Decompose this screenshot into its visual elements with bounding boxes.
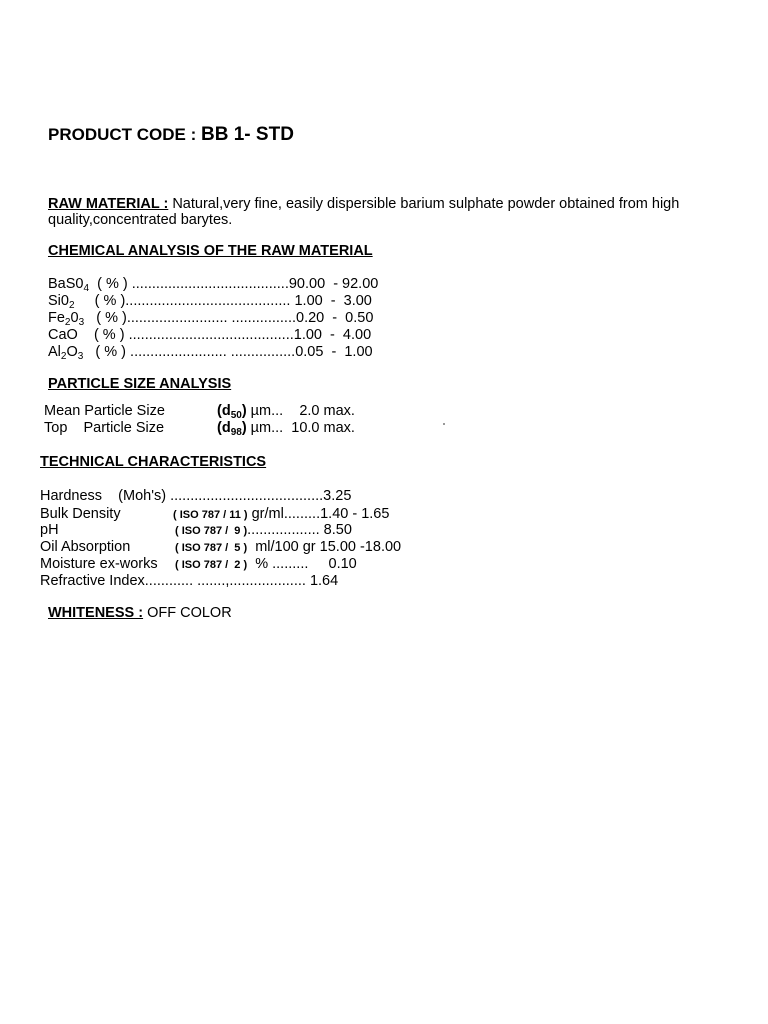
- product-code-value: BB 1- STD: [201, 124, 294, 145]
- chemical-row: [48, 327, 371, 343]
- formula-part: Fe: [48, 310, 65, 326]
- whiteness-value: OFF COLOR: [147, 605, 232, 621]
- particle-d: ): [241, 403, 247, 419]
- whiteness-label: WHITENESS :: [48, 605, 144, 621]
- particle-value: [217, 403, 355, 419]
- chemical-heading: CHEMICAL ANALYSIS OF THE RAW MATERIAL: [48, 243, 373, 259]
- iso-reference: ( ISO 787 / 2 ): [175, 559, 248, 571]
- chemical-row: [48, 276, 378, 292]
- formula-part: O: [66, 344, 78, 360]
- chemical-value: ( % ) .........................................1.00 - 4.00: [77, 327, 372, 343]
- particle-measure: µm... 2.0 max.: [246, 403, 355, 419]
- tech-label: pH: [40, 522, 59, 538]
- formula-subscript: 2: [68, 300, 75, 311]
- chemical-value: ( % )......................... ................0.20 - 0.50: [84, 310, 374, 326]
- tech-value: [175, 539, 401, 555]
- particle-d: ): [241, 420, 247, 436]
- particle-heading: PARTICLE SIZE ANALYSIS: [48, 376, 232, 392]
- particle-row: [44, 420, 164, 436]
- formula-subscript: 2: [64, 317, 71, 328]
- particle-label: Mean Particle Size: [44, 403, 165, 419]
- formula-subscript: 4: [83, 283, 90, 294]
- formula-part: Al: [48, 344, 61, 360]
- chemical-row: [48, 310, 373, 326]
- particle-d: (d: [217, 403, 231, 419]
- tech-measure: gr/ml.........1.40 - 1.65: [247, 506, 390, 522]
- product-code: [48, 124, 294, 146]
- technical-heading: TECHNICAL CHARACTERISTICS: [40, 454, 267, 470]
- particle-label: Top Particle Size: [44, 420, 165, 436]
- formula-subscript: 2: [60, 351, 67, 362]
- tech-value: [175, 522, 352, 538]
- tech-row-refractive: Refractive Index............ .......,................... 1.64: [40, 573, 339, 589]
- iso-reference: ( ISO 787 / 9 ): [175, 525, 248, 537]
- raw-material-line2: quality,concentrated barytes.: [48, 212, 233, 228]
- chemical-value: ( % )......................................... 1.00 - 3.00: [74, 293, 372, 309]
- formula-part: CaO: [48, 327, 78, 343]
- tech-label: Bulk Density: [40, 506, 121, 522]
- particle-d: (d: [217, 420, 231, 436]
- iso-reference: ( ISO 787 / 5 ): [175, 542, 248, 554]
- tech-measure: % ......... 0.10: [247, 556, 357, 572]
- formula-subscript: 3: [78, 317, 85, 328]
- particle-row: [44, 403, 165, 419]
- tech-measure: ml/100 gr 15.00 -18.00: [247, 539, 402, 555]
- stray-dot: [443, 423, 445, 425]
- product-code-label: PRODUCT CODE :: [48, 125, 197, 144]
- formula-subscript: 3: [77, 351, 84, 362]
- chemical-value: ( % ) ........................ ................0.05 - 1.00: [83, 344, 373, 360]
- chemical-row: [48, 344, 373, 360]
- formula-part: Si0: [48, 293, 69, 309]
- iso-reference: ( ISO 787 / 11 ): [173, 509, 248, 521]
- raw-material-text1: Natural,very fine, easily dispersible barium sulphate powder obtained from high: [172, 196, 680, 212]
- raw-material-line1: [48, 196, 679, 212]
- particle-d-subscript: 50: [230, 410, 242, 421]
- tech-label: Oil Absorption: [40, 539, 131, 555]
- tech-row-hardness: Hardness (Moh's) ......................................3.25: [40, 488, 352, 504]
- raw-material-heading: RAW MATERIAL :: [48, 196, 169, 212]
- tech-value: [173, 506, 389, 522]
- tech-label: Moisture ex-works: [40, 556, 158, 572]
- formula-part: BaS0: [48, 276, 84, 292]
- whiteness: [48, 605, 232, 621]
- chemical-row: [48, 293, 372, 309]
- formula-part: 0: [70, 310, 79, 326]
- chemical-value: ( % ) .......................................90.00 - 92.00: [89, 276, 379, 292]
- tech-value: [175, 556, 357, 572]
- particle-d-subscript: 98: [230, 427, 242, 438]
- particle-measure: µm... 10.0 max.: [246, 420, 355, 436]
- tech-measure: .................. 8.50: [247, 522, 352, 538]
- particle-value: [217, 420, 355, 436]
